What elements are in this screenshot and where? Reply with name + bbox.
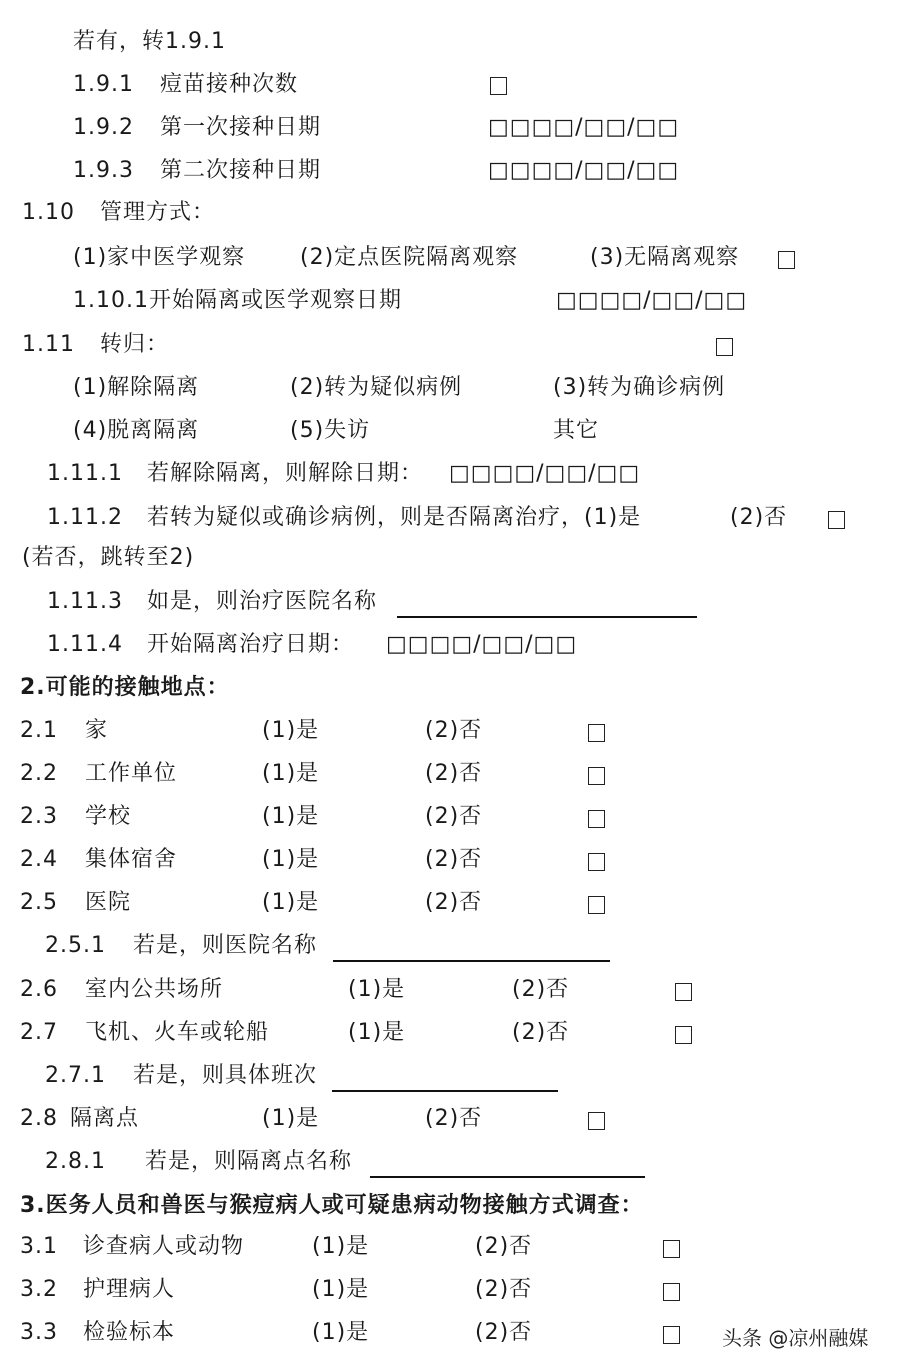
item-label: 若解除隔离，则解除日期： xyxy=(147,461,424,486)
item-label: 管理方式： xyxy=(100,200,216,225)
date-field[interactable]: □□□□/□□/□□ xyxy=(386,632,578,657)
item-label: 医院 xyxy=(85,890,132,915)
item-number: 1.9.3 xyxy=(73,158,134,183)
answer-box[interactable] xyxy=(588,767,605,785)
option-no: (2)否 xyxy=(512,977,570,1002)
item-number: 1.11.4 xyxy=(47,632,123,657)
item-number: 2.2 xyxy=(20,761,58,786)
option: (2)定点医院隔离观察 xyxy=(300,245,519,270)
answer-box[interactable] xyxy=(675,1026,692,1044)
option-no: (2)否 xyxy=(475,1234,533,1259)
item-number: 1.9.1 xyxy=(73,72,134,97)
item-number: 1.11.3 xyxy=(47,589,123,614)
option-no: (2)否 xyxy=(425,1106,483,1131)
item-label: 若是，则具体班次 xyxy=(133,1063,318,1088)
option-yes: (1)是 xyxy=(312,1234,370,1259)
item-number: 1.11 xyxy=(22,332,75,357)
item-label: 如是，则治疗医院名称 xyxy=(147,589,378,614)
option-no: (2)否 xyxy=(425,847,483,872)
item-label: 痘苗接种次数 xyxy=(160,72,299,97)
item-label: 飞机、火车或轮船 xyxy=(85,1020,270,1045)
item-number: 2.8 xyxy=(20,1106,58,1131)
item-label: 第一次接种日期 xyxy=(160,115,322,140)
flight-number-field[interactable] xyxy=(332,1090,558,1092)
option-no: (2)否 xyxy=(425,890,483,915)
option-yes: (1)是 xyxy=(262,804,320,829)
watermark: 头条 @凉州融媒 xyxy=(722,1326,869,1350)
answer-box[interactable] xyxy=(778,251,795,269)
skip-note: (若否，跳转至2) xyxy=(22,545,195,570)
option-no: (2)否 xyxy=(475,1277,533,1302)
hospital-name-field[interactable] xyxy=(333,960,610,962)
answer-box[interactable] xyxy=(588,810,605,828)
item-number: 3.1 xyxy=(20,1234,58,1259)
option-no: (2)否 xyxy=(425,804,483,829)
option: (2)否 xyxy=(730,505,788,530)
option: (3)无隔离观察 xyxy=(590,245,740,270)
answer-box[interactable] xyxy=(588,1112,605,1130)
option: (4)脱离隔离 xyxy=(73,418,200,443)
item-label: 护理病人 xyxy=(83,1277,176,1302)
answer-box[interactable] xyxy=(490,77,507,95)
option-yes: (1)是 xyxy=(312,1320,370,1345)
item-label: 若转为疑似或确诊病例，则是否隔离治疗，(1)是 xyxy=(147,505,642,530)
item-number: 1.10 xyxy=(22,200,75,225)
answer-box[interactable] xyxy=(663,1326,680,1344)
item-label: 集体宿舍 xyxy=(85,847,178,872)
item-number: 2.1 xyxy=(20,718,58,743)
item-label: 转归： xyxy=(100,332,170,357)
item-number: 2.3 xyxy=(20,804,58,829)
option: 其它 xyxy=(553,418,600,443)
item-number: 2.5.1 xyxy=(45,933,106,958)
option-no: (2)否 xyxy=(475,1320,533,1345)
item-label: 家 xyxy=(85,718,109,743)
answer-box[interactable] xyxy=(828,511,845,529)
answer-box[interactable] xyxy=(663,1240,680,1258)
item-number: 2.8.1 xyxy=(45,1149,106,1174)
item-number: 2.6 xyxy=(20,977,58,1002)
item-label: 检验标本 xyxy=(83,1320,176,1345)
item-label: 开始隔离治疗日期： xyxy=(147,632,355,657)
item-number: 2.4 xyxy=(20,847,58,872)
item-label: 若是，则隔离点名称 xyxy=(145,1149,353,1174)
answer-box[interactable] xyxy=(716,338,733,356)
option-no: (2)否 xyxy=(425,718,483,743)
item-label: 1.10.1开始隔离或医学观察日期 xyxy=(73,288,402,313)
answer-box[interactable] xyxy=(588,853,605,871)
item-label: 学校 xyxy=(85,804,132,829)
option-yes: (1)是 xyxy=(262,761,320,786)
option: (1)解除隔离 xyxy=(73,375,200,400)
option-yes: (1)是 xyxy=(348,977,406,1002)
item-number: 2.7 xyxy=(20,1020,58,1045)
option: (2)转为疑似病例 xyxy=(290,375,463,400)
item-label: 室内公共场所 xyxy=(85,977,224,1002)
answer-box[interactable] xyxy=(588,724,605,742)
item-label: 第二次接种日期 xyxy=(160,158,322,183)
option-yes: (1)是 xyxy=(262,847,320,872)
option-no: (2)否 xyxy=(512,1020,570,1045)
answer-box[interactable] xyxy=(663,1283,680,1301)
item-number: 2.7.1 xyxy=(45,1063,106,1088)
date-field[interactable]: □□□□/□□/□□ xyxy=(556,288,748,313)
option-no: (2)否 xyxy=(425,761,483,786)
answer-box[interactable] xyxy=(588,896,605,914)
option-yes: (1)是 xyxy=(262,890,320,915)
item-label: 隔离点 xyxy=(70,1106,140,1131)
option-yes: (1)是 xyxy=(312,1277,370,1302)
option: (1)家中医学观察 xyxy=(73,245,246,270)
item-number: 1.11.2 xyxy=(47,505,123,530)
item-label: 诊查病人或动物 xyxy=(83,1234,245,1259)
skip-instruction: 若有，转1.9.1 xyxy=(73,29,226,54)
item-number: 3.3 xyxy=(20,1320,58,1345)
item-number: 2.5 xyxy=(20,890,58,915)
option-yes: (1)是 xyxy=(262,1106,320,1131)
option: (5)失访 xyxy=(290,418,371,443)
option-yes: (1)是 xyxy=(262,718,320,743)
isolation-site-name-field[interactable] xyxy=(370,1176,645,1178)
section-title: 3.医务人员和兽医与猴痘病人或可疑患病动物接触方式调查： xyxy=(20,1193,644,1218)
hospital-name-field[interactable] xyxy=(397,616,697,618)
item-number: 1.9.2 xyxy=(73,115,134,140)
date-field[interactable]: □□□□/□□/□□ xyxy=(488,158,680,183)
date-field[interactable]: □□□□/□□/□□ xyxy=(449,461,641,486)
item-label: 若是，则医院名称 xyxy=(133,933,318,958)
option: (3)转为确诊病例 xyxy=(553,375,726,400)
item-number: 1.11.1 xyxy=(47,461,123,486)
section-title: 2.可能的接触地点： xyxy=(20,675,230,700)
option-yes: (1)是 xyxy=(348,1020,406,1045)
date-field[interactable]: □□□□/□□/□□ xyxy=(488,115,680,140)
item-label: 工作单位 xyxy=(85,761,178,786)
item-number: 3.2 xyxy=(20,1277,58,1302)
answer-box[interactable] xyxy=(675,983,692,1001)
